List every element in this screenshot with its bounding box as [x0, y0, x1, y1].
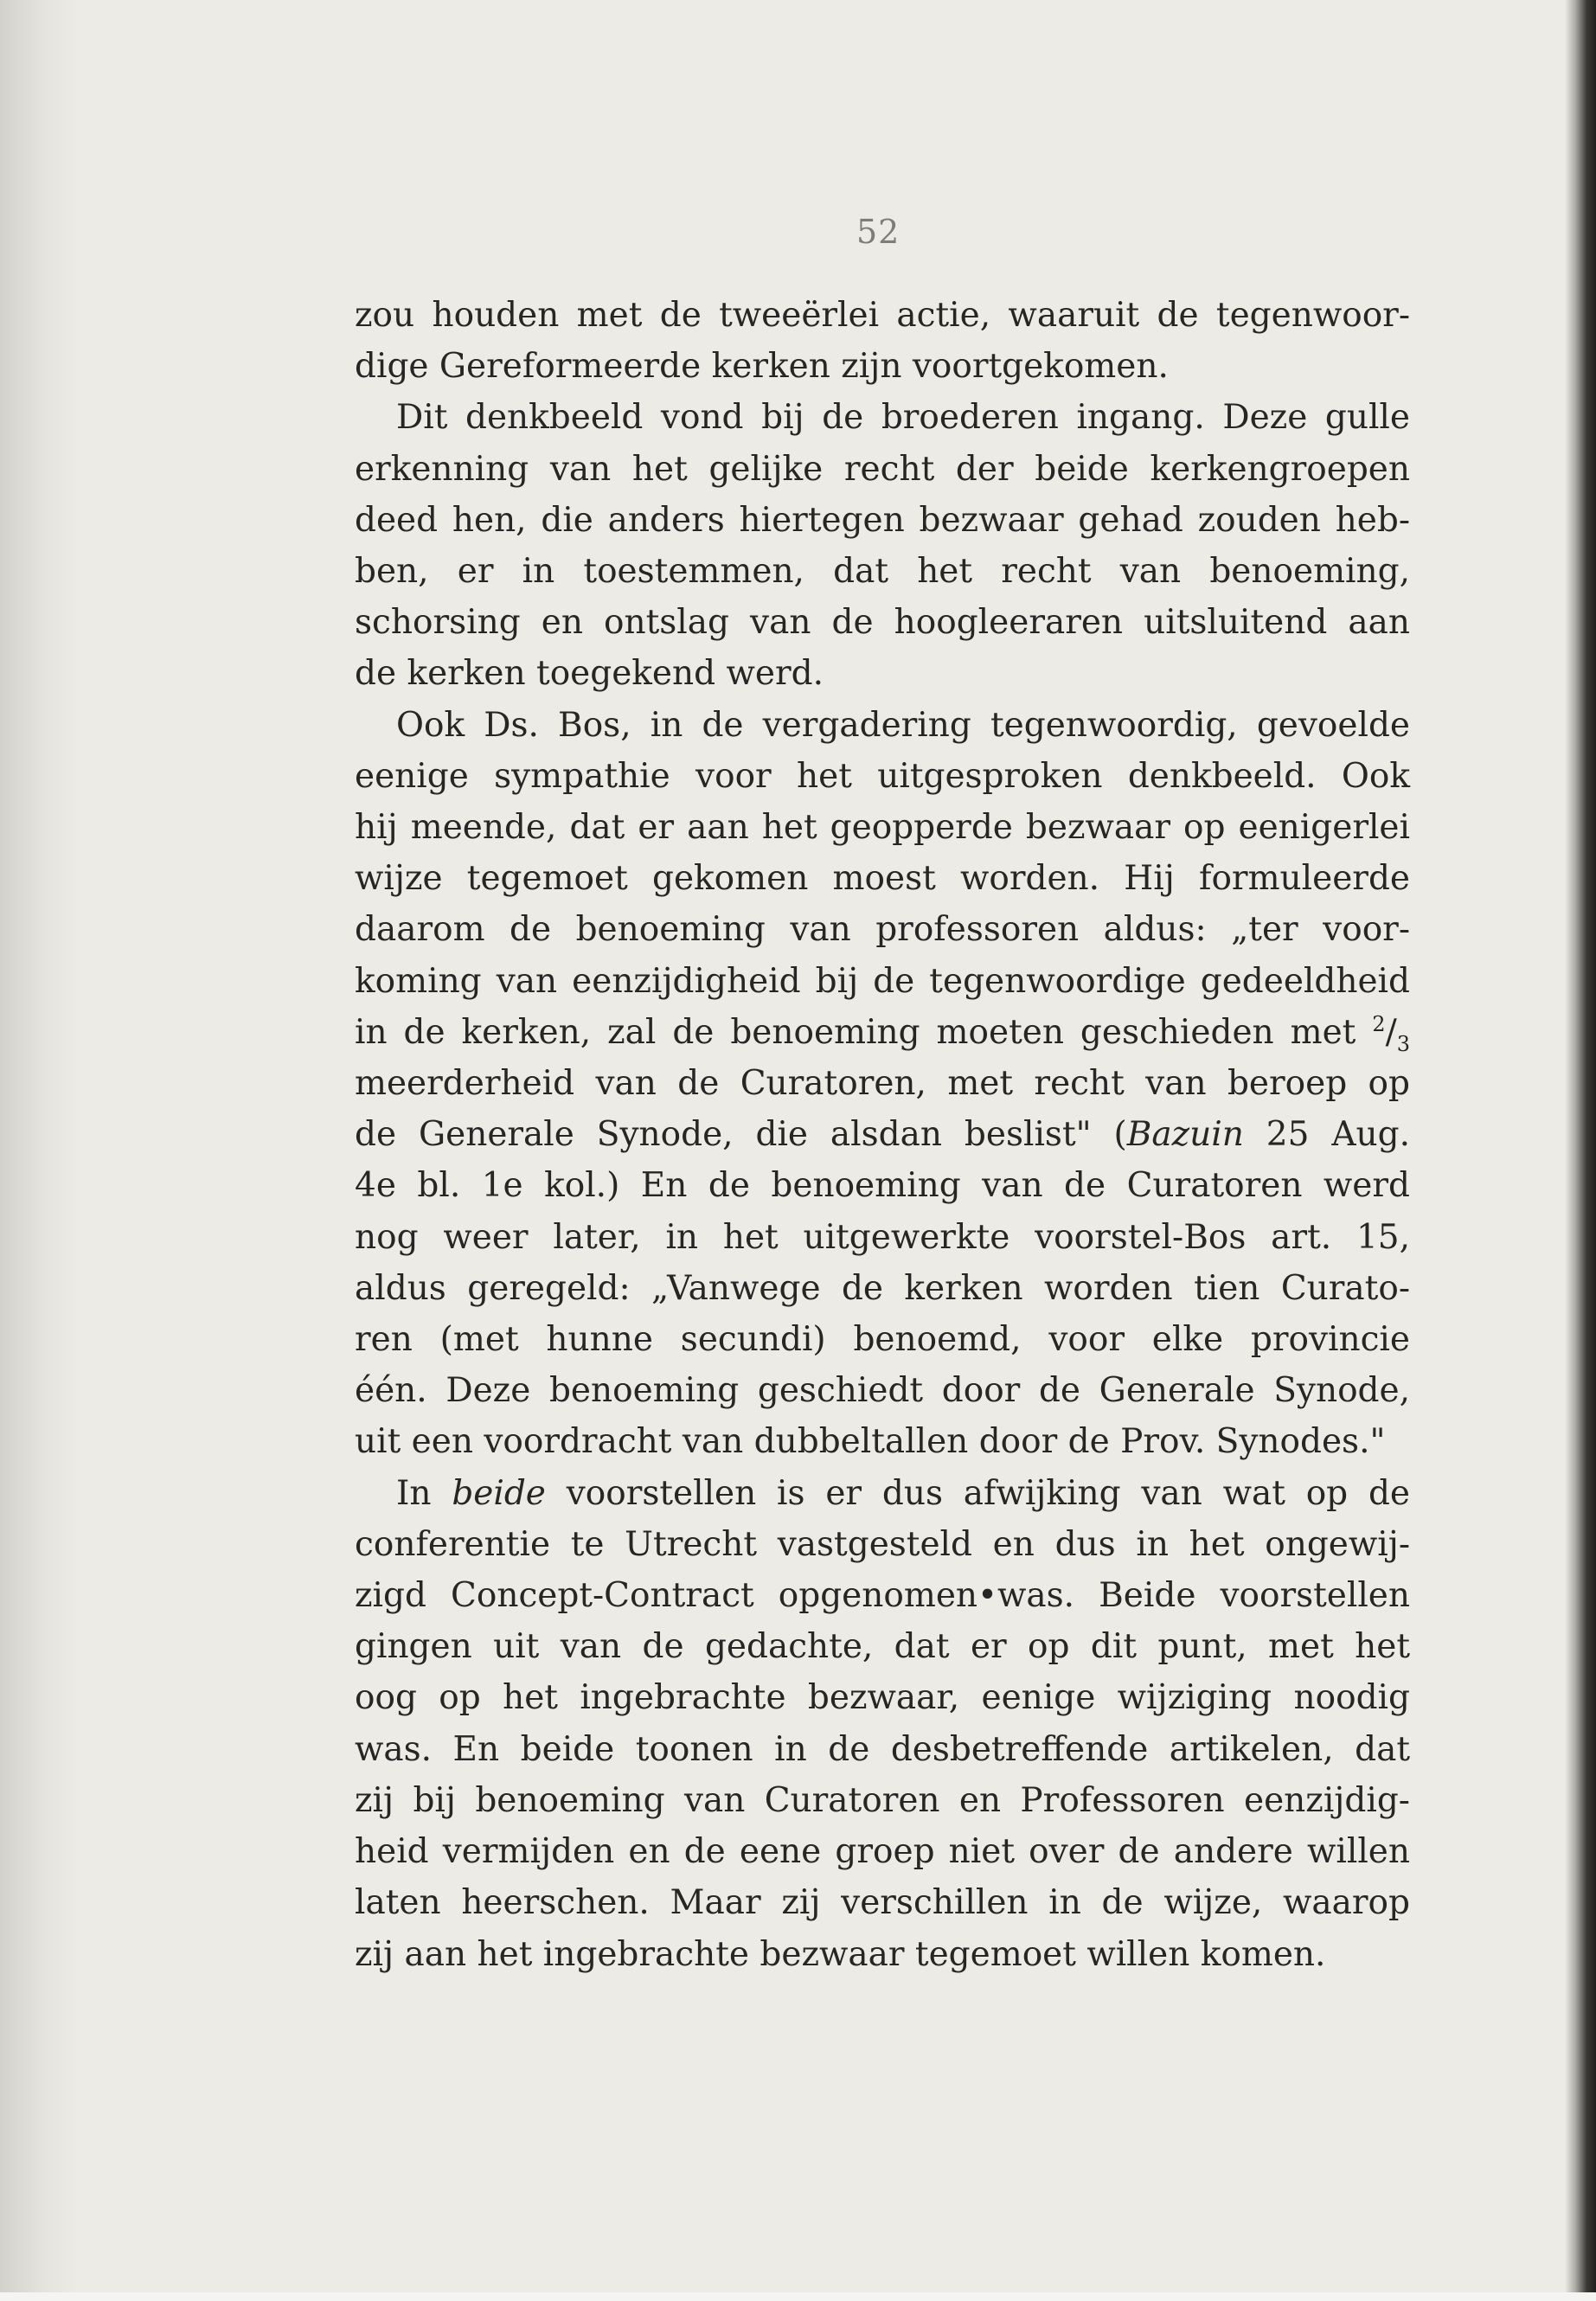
text-segment: in de kerken, zal de benoeming moeten geschieden met: [355, 1012, 1373, 1052]
text-line: koming van eenzijdigheid bij de tegenwoordige gedeeldheid: [355, 961, 1410, 1001]
text-line: heid vermijden en de eene groep niet over de andere willen: [355, 1832, 1410, 1872]
text-line: conferentie te Utrecht vastgesteld en dus in het ongewij-: [355, 1524, 1410, 1564]
italic-title: Bazuin: [1126, 1115, 1244, 1155]
page-number: 52: [856, 213, 901, 251]
text-line: eenige sympathie voor het uitgesproken denkbeeld. Ook: [355, 756, 1410, 796]
text-segment: voorstellen is er dus afwijking van wat op de: [545, 1473, 1410, 1513]
text-line: 4e bl. 1e kol.) En de benoeming van de Curatoren werd: [355, 1166, 1410, 1206]
text-line: [355, 1007, 1410, 1058]
text-line: was. En beide toonen in de desbetreffende artikelen, dat: [355, 1729, 1410, 1769]
text-line: één. Deze benoeming geschiedt door de Generale Synode,: [355, 1371, 1410, 1411]
fraction-numerator: 2: [1372, 1011, 1386, 1036]
text-segment: de Generale Synode, die alsdan beslist" (: [355, 1115, 1127, 1155]
text-line: erkenning van het gelijke recht der beide kerkengroepen: [355, 449, 1410, 489]
italic-emphasis: beide: [452, 1473, 546, 1513]
text-line: zou houden met de tweeërlei actie, waaruit de tegenwoor-: [355, 296, 1410, 335]
text-line: zij bij benoeming van Curatoren en Professoren eenzijdig-: [355, 1780, 1410, 1820]
text-line: daarom de benoeming van professoren aldus: „ter voor-: [355, 910, 1410, 950]
text-line: ren (met hunne secundi) benoemd, voor elke provincie: [355, 1320, 1410, 1360]
text-line: aldus geregeld: „Vanwege de kerken worden tien Curato-: [355, 1268, 1410, 1308]
text-line: gingen uit van de gedachte, dat er op dit punt, met het: [355, 1627, 1410, 1667]
text-line: [355, 1109, 1410, 1160]
text-line: Ook Ds. Bos, in de vergadering tegenwoordig, gevoelde: [396, 705, 1410, 745]
text-line: meerderheid van de Curatoren, met recht van beroep op: [355, 1064, 1410, 1104]
text-line: schorsing en ontslag van de hoogleeraren uitsluitend aan: [355, 603, 1410, 643]
text-line: [355, 1468, 1410, 1519]
text-line: dige Gereformeerde kerken zijn voortgekomen.: [355, 347, 1169, 387]
text-line: ben, er in toestemmen, dat het recht van benoeming,: [355, 552, 1410, 592]
text-line: hij meende, dat er aan het geopperde bezwaar op eenigerlei: [355, 808, 1410, 848]
text-line: zigd Concept-Contract opgenomen•was. Beide voorstellen: [355, 1576, 1410, 1616]
text-segment: In: [396, 1473, 452, 1513]
page-bottom-margin: [0, 2292, 1596, 2301]
text-line: nog weer later, in het uitgewerkte voorstel-Bos art. 15,: [355, 1217, 1410, 1257]
fraction-slash: /: [1385, 1012, 1397, 1052]
text-line: laten heerschen. Maar zij verschillen in de wijze, waarop: [355, 1883, 1410, 1923]
text-line: zij aan het ingebrachte bezwaar tegemoet willen komen.: [355, 1934, 1326, 1974]
text-line: deed hen, die anders hiertegen bezwaar gehad zouden heb-: [355, 500, 1410, 540]
page-gutter-shadow: [0, 0, 78, 2301]
fraction-denominator: 3: [1396, 1031, 1410, 1056]
text-line: uit een voordracht van dubbeltallen door de Prov. Synodes.": [355, 1422, 1386, 1462]
body-text: [355, 290, 1410, 1980]
text-line: wijze tegemoet gekomen moest worden. Hij formuleerde: [355, 859, 1410, 899]
text-segment: 25 Aug.: [1243, 1115, 1410, 1155]
page-edge-shadow: [1565, 0, 1596, 2301]
text-line: Dit denkbeeld vond bij de broederen ingang. Deze gulle: [396, 398, 1410, 438]
text-line: de kerken toegekend werd.: [355, 654, 824, 694]
text-line: oog op het ingebrachte bezwaar, eenige wijziging noodig: [355, 1678, 1410, 1718]
